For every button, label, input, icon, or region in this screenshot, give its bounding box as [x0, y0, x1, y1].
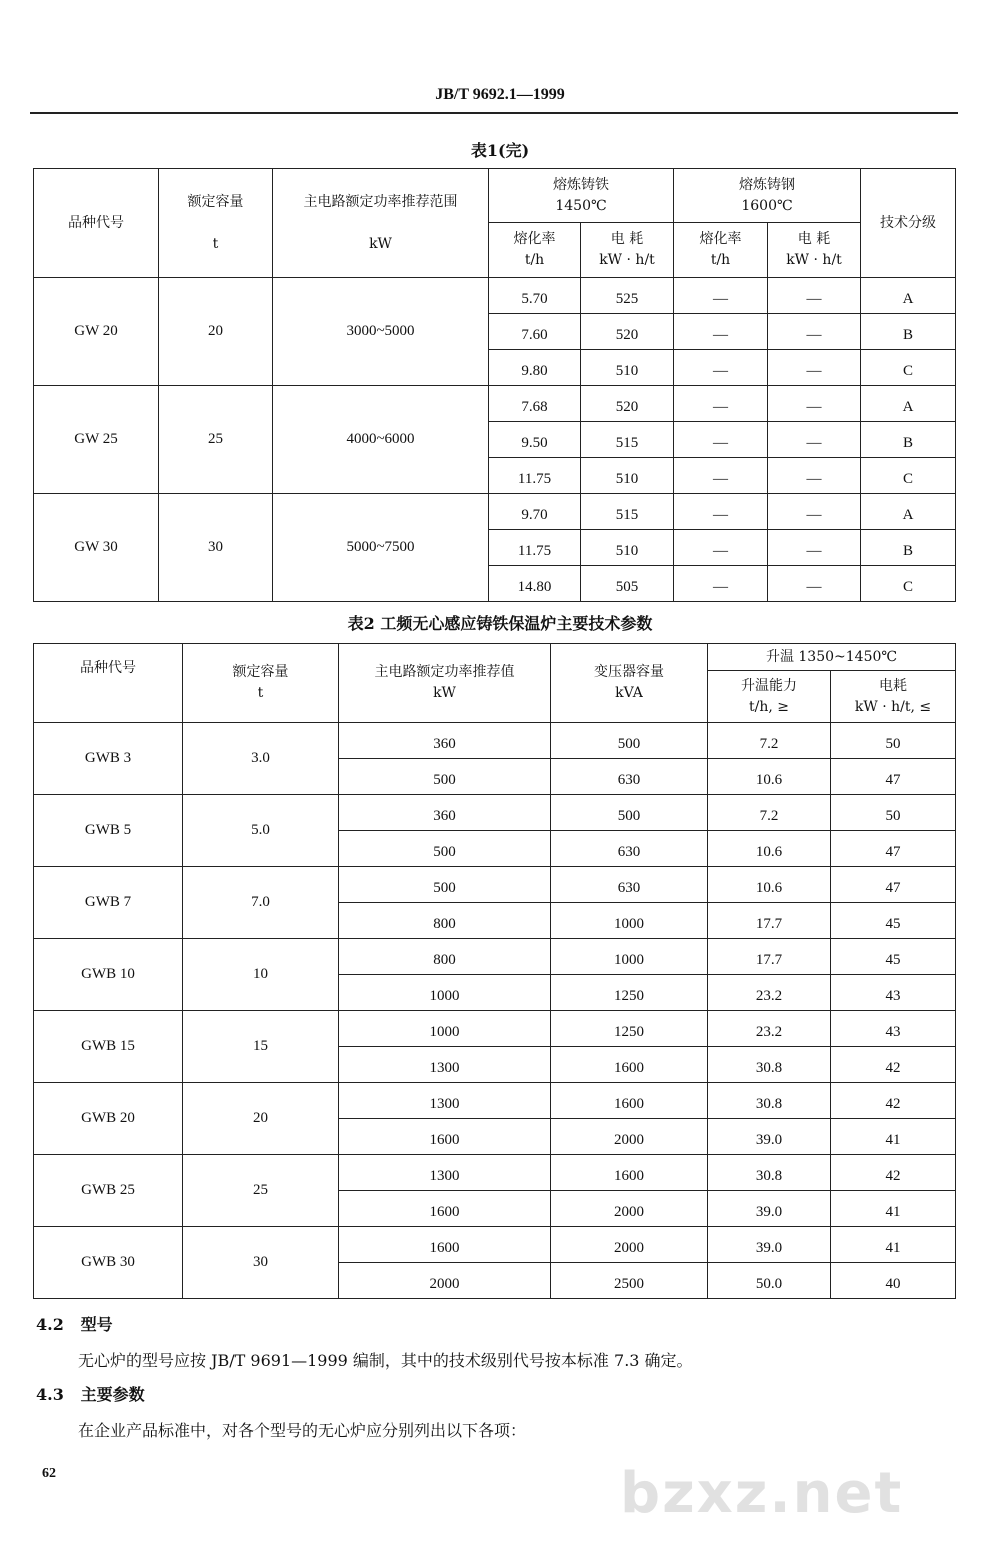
- tech-grade: B: [861, 422, 956, 458]
- power-value: 1300: [339, 1083, 551, 1119]
- page-number: 62: [42, 1466, 56, 1481]
- table-row: [34, 386, 956, 422]
- ability-label: 升温能力: [741, 677, 797, 694]
- col-power-unit: kW: [369, 235, 392, 252]
- table2-caption: 表2 工频无心感应铸铁保温炉主要技术参数: [347, 614, 653, 633]
- furnace-code: GWB 10: [34, 939, 183, 1011]
- steel-melt-rate: —: [674, 386, 768, 422]
- table-row: [34, 278, 956, 314]
- energy-consumption: 42: [831, 1047, 956, 1083]
- steel-melt-rate: —: [674, 350, 768, 386]
- energy-consumption: 47: [831, 831, 956, 867]
- transformer-capacity: 1250: [551, 1011, 708, 1047]
- energy-consumption: 50: [831, 795, 956, 831]
- table-row: [34, 1083, 956, 1119]
- col-iron-temp: 1450℃: [555, 197, 607, 214]
- section-4-2-body: 无心炉的型号应按 JB/T 9691—1999 编制，其中的技术级别代号按本标准 7.3 确定。: [78, 1351, 693, 1370]
- section-number: 4.2: [36, 1315, 64, 1334]
- heating-ability: 23.2: [708, 975, 831, 1011]
- iron-melt-rate: 7.68: [489, 386, 581, 422]
- section-number: 4.3: [36, 1385, 64, 1404]
- iron-energy: 515: [581, 494, 674, 530]
- iron-energy: 510: [581, 458, 674, 494]
- furnace-code: GW 25: [34, 386, 159, 494]
- tech-grade: C: [861, 566, 956, 602]
- table1: [33, 168, 956, 602]
- energy-consumption: 50: [831, 723, 956, 759]
- energy-consumption: 42: [831, 1083, 956, 1119]
- energy-consumption: 41: [831, 1191, 956, 1227]
- transformer-capacity: 1600: [551, 1083, 708, 1119]
- section-4-3-body: 在企业产品标准中，对各个型号的无心炉应分别列出以下各项：: [78, 1421, 527, 1440]
- tech-grade: A: [861, 278, 956, 314]
- heating-ability: 7.2: [708, 795, 831, 831]
- furnace-code: GWB 25: [34, 1155, 183, 1227]
- energy-consumption: 40: [831, 1263, 956, 1299]
- steel-energy: —: [768, 278, 861, 314]
- col-iron-energy: [581, 223, 674, 278]
- rated-capacity: 30: [159, 494, 273, 602]
- tech-grade: A: [861, 494, 956, 530]
- transformer-capacity: 500: [551, 795, 708, 831]
- iron-melt-rate: 7.60: [489, 314, 581, 350]
- rated-capacity: 15: [183, 1011, 339, 1083]
- energy-consumption: 43: [831, 975, 956, 1011]
- rated-capacity: 5.0: [183, 795, 339, 867]
- energy-consumption: 41: [831, 1119, 956, 1155]
- rated-capacity: 20: [159, 278, 273, 386]
- iron-energy: 510: [581, 530, 674, 566]
- energy-unit: kW · h/t: [599, 252, 655, 268]
- transformer-capacity: 2500: [551, 1263, 708, 1299]
- transformer-capacity: 630: [551, 867, 708, 903]
- power-value: 1000: [339, 975, 551, 1011]
- rated-capacity: 3.0: [183, 723, 339, 795]
- power-value: 1300: [339, 1047, 551, 1083]
- rate-label: 熔化率: [699, 231, 742, 247]
- iron-melt-rate: 11.75: [489, 530, 581, 566]
- steel-energy: —: [768, 314, 861, 350]
- col-grade: 技术分级: [861, 169, 956, 278]
- transformer-capacity: 2000: [551, 1227, 708, 1263]
- col-transformer-unit: kVA: [615, 685, 643, 701]
- heating-ability: 30.8: [708, 1083, 831, 1119]
- col-power: [339, 644, 551, 723]
- col-steel-label: 熔炼铸钢: [739, 176, 795, 193]
- transformer-capacity: 2000: [551, 1191, 708, 1227]
- col-steel: [674, 169, 861, 223]
- iron-melt-rate: 11.75: [489, 458, 581, 494]
- steel-energy: —: [768, 350, 861, 386]
- steel-energy: —: [768, 530, 861, 566]
- iron-melt-rate: 9.80: [489, 350, 581, 386]
- power-value: 360: [339, 723, 551, 759]
- transformer-capacity: 1250: [551, 975, 708, 1011]
- furnace-code: GW 20: [34, 278, 159, 386]
- rated-capacity: 7.0: [183, 867, 339, 939]
- rated-capacity: 25: [183, 1155, 339, 1227]
- transformer-capacity: 1600: [551, 1155, 708, 1191]
- power-value: 1600: [339, 1119, 551, 1155]
- section-title: 型号: [80, 1315, 113, 1334]
- steel-melt-rate: —: [674, 530, 768, 566]
- heating-ability: 39.0: [708, 1191, 831, 1227]
- power-value: 800: [339, 939, 551, 975]
- col-capacity: [183, 644, 339, 723]
- tech-grade: B: [861, 314, 956, 350]
- col-capacity-label: 额定容量: [187, 193, 244, 210]
- iron-energy: 515: [581, 422, 674, 458]
- tech-grade: A: [861, 386, 956, 422]
- iron-energy: 505: [581, 566, 674, 602]
- furnace-code: GWB 20: [34, 1083, 183, 1155]
- table-row: [34, 1011, 956, 1047]
- rate-unit: t/h: [524, 252, 545, 268]
- steel-energy: —: [768, 566, 861, 602]
- heating-ability: 23.2: [708, 1011, 831, 1047]
- table-row: [34, 867, 956, 903]
- heating-ability: 7.2: [708, 723, 831, 759]
- col-energy: [831, 671, 956, 723]
- table-row: [34, 494, 956, 530]
- section-4-3-heading: [36, 1384, 145, 1406]
- iron-melt-rate: 5.70: [489, 278, 581, 314]
- energy-consumption: 45: [831, 939, 956, 975]
- col-steel-rate: [674, 223, 768, 278]
- energy-unit: kW · h/t: [786, 252, 842, 268]
- steel-melt-rate: —: [674, 278, 768, 314]
- furnace-code: GWB 30: [34, 1227, 183, 1299]
- col-capacity-unit: t: [212, 235, 219, 252]
- col-steel-temp: 1600℃: [741, 197, 793, 214]
- heating-ability: 30.8: [708, 1047, 831, 1083]
- heating-ability: 30.8: [708, 1155, 831, 1191]
- col-code: 品种代号: [34, 644, 183, 723]
- col-capacity-label: 额定容量: [232, 664, 289, 680]
- table2: [33, 643, 956, 1299]
- col-steel-energy: [768, 223, 861, 278]
- table-row: [34, 939, 956, 975]
- tech-grade: C: [861, 350, 956, 386]
- tech-grade: C: [861, 458, 956, 494]
- table-row: [34, 795, 956, 831]
- energy-label: 电 耗: [610, 231, 644, 247]
- transformer-capacity: 2000: [551, 1119, 708, 1155]
- heating-ability: 10.6: [708, 867, 831, 903]
- table-row: [34, 1155, 956, 1191]
- heating-ability: 10.6: [708, 831, 831, 867]
- col-iron: [489, 169, 674, 223]
- power-value: 1600: [339, 1227, 551, 1263]
- transformer-capacity: 500: [551, 723, 708, 759]
- heating-ability: 50.0: [708, 1263, 831, 1299]
- col-iron-rate: [489, 223, 581, 278]
- rated-capacity: 30: [183, 1227, 339, 1299]
- rated-capacity: 25: [159, 386, 273, 494]
- iron-melt-rate: 9.70: [489, 494, 581, 530]
- furnace-code: GWB 5: [34, 795, 183, 867]
- power-range: 5000~7500: [273, 494, 489, 602]
- col-power-unit: kW: [433, 685, 456, 701]
- steel-melt-rate: —: [674, 422, 768, 458]
- steel-energy: —: [768, 422, 861, 458]
- energy-consumption: 45: [831, 903, 956, 939]
- table-row: [34, 723, 956, 759]
- col-capacity: [159, 169, 273, 278]
- iron-melt-rate: 14.80: [489, 566, 581, 602]
- col-code: 品种代号: [34, 169, 159, 278]
- power-range: 4000~6000: [273, 386, 489, 494]
- col-power-label: 主电路额定功率推荐范围: [303, 193, 458, 210]
- transformer-capacity: 1000: [551, 903, 708, 939]
- heating-ability: 17.7: [708, 903, 831, 939]
- header-rule: [30, 112, 958, 114]
- heating-ability: 39.0: [708, 1227, 831, 1263]
- col-transformer-label: 变压器容量: [594, 664, 664, 680]
- rated-capacity: 10: [183, 939, 339, 1011]
- energy-consumption: 42: [831, 1155, 956, 1191]
- table1-caption: 表1(完): [470, 141, 530, 160]
- power-range: 3000~5000: [273, 278, 489, 386]
- energy-label: 电 耗: [797, 231, 831, 247]
- col-capacity-unit: t: [257, 685, 264, 701]
- heating-ability: 17.7: [708, 939, 831, 975]
- steel-melt-rate: —: [674, 494, 768, 530]
- furnace-code: GW 30: [34, 494, 159, 602]
- ability-unit: t/h, ≥: [749, 698, 789, 715]
- iron-energy: 510: [581, 350, 674, 386]
- iron-energy: 525: [581, 278, 674, 314]
- energy-consumption: 41: [831, 1227, 956, 1263]
- col-power-label: 主电路额定功率推荐值: [374, 664, 515, 680]
- power-value: 1300: [339, 1155, 551, 1191]
- section-title: 主要参数: [80, 1385, 145, 1404]
- section-4-2-heading: [36, 1314, 113, 1336]
- power-value: 500: [339, 759, 551, 795]
- rate-label: 熔化率: [513, 231, 556, 247]
- transformer-capacity: 1600: [551, 1047, 708, 1083]
- heating-ability: 39.0: [708, 1119, 831, 1155]
- power-value: 800: [339, 903, 551, 939]
- standard-header: JB/T 9692.1—1999: [435, 86, 565, 103]
- tech-grade: B: [861, 530, 956, 566]
- power-value: 1600: [339, 1191, 551, 1227]
- power-value: 500: [339, 831, 551, 867]
- iron-melt-rate: 9.50: [489, 422, 581, 458]
- steel-melt-rate: —: [674, 458, 768, 494]
- furnace-code: GWB 15: [34, 1011, 183, 1083]
- iron-energy: 520: [581, 314, 674, 350]
- furnace-code: GWB 3: [34, 723, 183, 795]
- table-row: [34, 1227, 956, 1263]
- steel-energy: —: [768, 458, 861, 494]
- col-transformer: [551, 644, 708, 723]
- rate-unit: t/h: [710, 252, 731, 268]
- energy-consumption: 47: [831, 867, 956, 903]
- steel-melt-rate: —: [674, 566, 768, 602]
- col-power: [273, 169, 489, 278]
- transformer-capacity: 1000: [551, 939, 708, 975]
- energy-label: 电耗: [879, 677, 907, 694]
- watermark-logo: bzxz.net: [620, 1461, 904, 1526]
- iron-energy: 520: [581, 386, 674, 422]
- energy-consumption: 43: [831, 1011, 956, 1047]
- power-value: 360: [339, 795, 551, 831]
- energy-unit: kW · h/t, ≤: [854, 698, 932, 715]
- power-value: 500: [339, 867, 551, 903]
- steel-melt-rate: —: [674, 314, 768, 350]
- furnace-code: GWB 7: [34, 867, 183, 939]
- steel-energy: —: [768, 494, 861, 530]
- col-ability: [708, 671, 831, 723]
- rated-capacity: 20: [183, 1083, 339, 1155]
- transformer-capacity: 630: [551, 831, 708, 867]
- col-iron-label: 熔炼铸铁: [553, 176, 609, 193]
- energy-consumption: 47: [831, 759, 956, 795]
- power-value: 2000: [339, 1263, 551, 1299]
- heating-ability: 10.6: [708, 759, 831, 795]
- transformer-capacity: 630: [551, 759, 708, 795]
- steel-energy: —: [768, 386, 861, 422]
- power-value: 1000: [339, 1011, 551, 1047]
- col-heat: 升温 1350~1450℃: [708, 644, 956, 671]
